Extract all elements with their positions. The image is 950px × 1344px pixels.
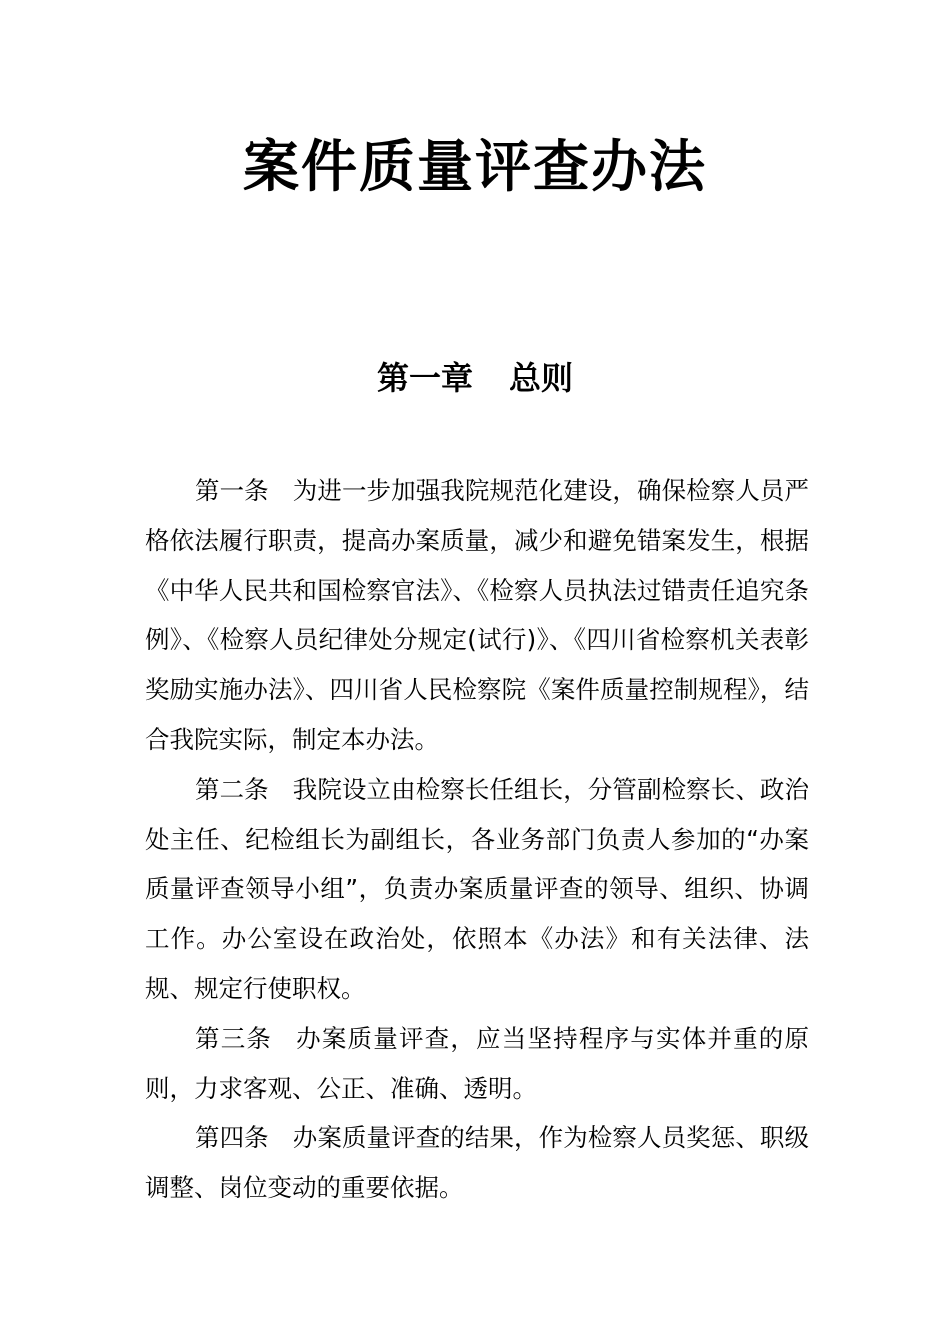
- chapter-name: 总则: [509, 359, 574, 397]
- article-text: 我院设立由检察长任组长，分管副检察长、政治处主任、纪检组长为副组长，各业务部门负责人参加的“办案质量评查领导小组”，负责办案质量评查的领导、组织、协调工作。办公室设在政治处，依照本《办法》和有关法律、法规、规定行使职权。: [145, 774, 810, 1003]
- article-1: [145, 466, 809, 765]
- article-number: 第三条: [195, 1023, 273, 1053]
- article-text: 为进一步加强我院规范化建设，确保检察人员严格依法履行职责，提高办案质量，减少和避免错案发生，根据《中华人民共和国检察官法》、《检察人员执法过错责任追究条例》、《检察人员纪律处分规定(试行)》、《四川省检察机关表彰奖励实施办法》、四川省人民检察院《案件质量控制规程》，结合我院实际，制定本办法。: [145, 476, 810, 754]
- article-number: 第二条: [195, 774, 269, 804]
- article-2: [145, 765, 809, 1014]
- document-title: 案件质量评查办法: [243, 135, 707, 200]
- chapter-heading: [0, 354, 950, 402]
- chapter-number: 第一章: [376, 359, 473, 397]
- article-3: [145, 1014, 809, 1114]
- article-text: 办案质量评查的结果，作为检察人员奖惩、职级调整、岗位变动的重要依据。: [145, 1123, 810, 1203]
- article-number: 第四条: [195, 1123, 269, 1153]
- article-text: 办案质量评查，应当坚持程序与实体并重的原则，力求客观、公正、准确、透明。: [145, 1023, 810, 1103]
- article-4: [145, 1113, 809, 1213]
- article-number: 第一条: [195, 476, 269, 505]
- document-body: [145, 466, 809, 1213]
